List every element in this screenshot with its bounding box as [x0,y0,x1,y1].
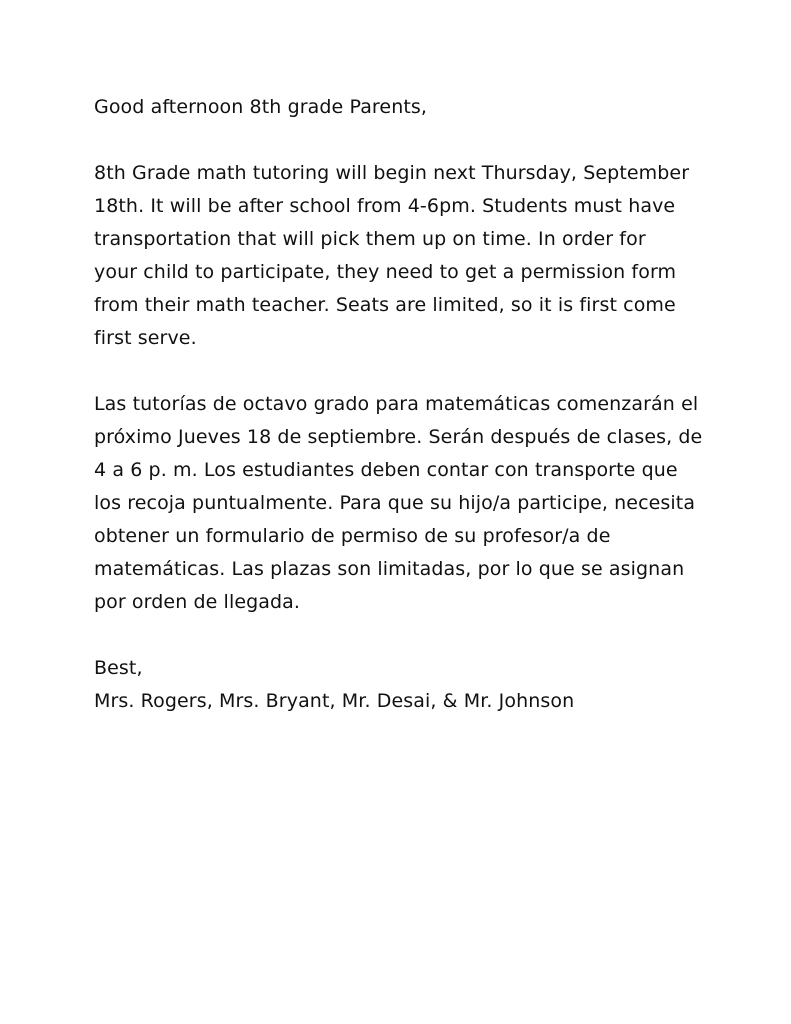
letter-body [94,91,706,718]
signature: Mrs. Rogers, Mrs. Bryant, Mr. Desai, & Mr. Johnson [94,690,575,712]
paragraph-spacer [94,619,706,652]
paragraph-spacer [94,355,706,388]
greeting: Good afternoon 8th grade Parents, [94,96,428,118]
paragraph-english: 8th Grade math tutoring will begin next Thursday, September 18th. It will be after school from 4-6pm. Students must have transportation that will pick them up on time. In order for your child to participate, they need to get a permission form from their math teacher. Seats are limited, so it is first come first serve. [94,162,690,349]
paragraph-spacer [94,124,706,157]
closing: Best, [94,657,143,679]
paragraph-spanish: Las tutorías de octavo grado para matemáticas comenzarán el próximo Jueves 18 de septiembre. Serán después de clases, de 4 a 6 p. m. Los estudiantes deben contar con transporte que los recoja puntualmente. Para que su hijo/a participe, necesita obtener un formulario de permiso de su profesor/a de matemáticas. Las plazas son limitadas, por lo que se asignan por orden de llegada. [94,393,703,613]
